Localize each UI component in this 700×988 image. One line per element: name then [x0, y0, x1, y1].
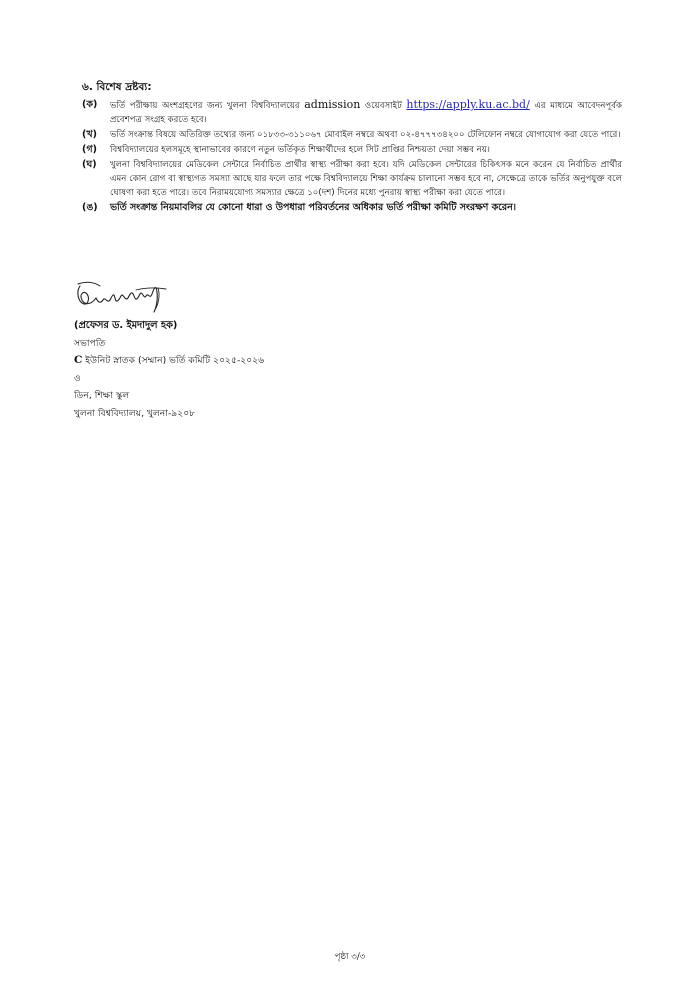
note-text: বিশ্ববিদ্যালয়ের হলসমূহে স্থানাভাবের কারণে নতুন ভর্তিকৃত শিক্ষার্থীদের হলে সিট প্রাপ্তির নিশ্চয়তা দেয়া সম্ভব নয়। — [110, 145, 490, 155]
signer-dean: ডিন, শিক্ষা স্কুল — [74, 390, 130, 401]
unit-letter: C — [74, 354, 83, 366]
note-text: ভর্তি সংক্রান্ত বিষয়ে অতিরিক্ত তথ্যের জন্য ০১৮৩৩-৩১১০৬৭ মোবাইল নম্বরে অথবা ০২-৪৭৭৭৩৪২০০ টেলিফোন নম্বরে যোগাযোগ করা যেতে পারে। — [110, 130, 621, 140]
signer-committee — [74, 352, 264, 370]
note-text-part: এর মাধ্যমে আবেদনপূর্বক প্রবেশপত্র সংগ্রহ করতে হবে। — [110, 101, 623, 125]
handwritten-signature — [74, 278, 170, 314]
note-item-gha — [82, 158, 622, 200]
note-marker: (ঘ) — [82, 159, 97, 170]
note-item-uma — [82, 201, 622, 215]
signer-title: সভাপতি — [74, 337, 106, 349]
note-marker: (খ) — [82, 129, 97, 140]
note-item-ga — [82, 143, 622, 157]
signer-block — [74, 317, 264, 422]
signer-university: খুলনা বিশ্ববিদ্যালয়, খুলনা-৯২০৮ — [74, 407, 196, 419]
special-notes-section — [82, 80, 622, 216]
note-item-ka — [82, 98, 622, 127]
note-item-kha — [82, 128, 622, 142]
signer-conjunction: ও — [74, 372, 81, 384]
note-text-part: ভর্তি পরীক্ষায় অংশগ্রহণের জন্য খুলনা বিশ্ববিদ্যালয়ের — [110, 101, 300, 111]
note-text-part: ওয়েবসাইট — [364, 101, 402, 111]
apply-website-link[interactable]: https://apply.ku.ac.bd/ — [406, 98, 530, 111]
signer-name: (প্রফেসর ড. ইমদাদুল হক) — [74, 320, 178, 331]
note-text — [110, 98, 622, 127]
note-marker: (গ) — [82, 144, 97, 155]
page-number: পৃষ্ঠা ৩/৩ — [334, 952, 366, 962]
section-heading: ৬. বিশেষ দ্রষ্টব্য: — [82, 81, 152, 93]
note-text: ভর্তি সংক্রান্ত নিয়মাবলির যে কোনো ধারা ও উপধারা পরিবর্তনের অধিকার ভর্তি পরীক্ষা কমিটি সংরক্ষণ করেন। — [110, 202, 517, 213]
note-marker: (ঙ) — [82, 202, 98, 213]
admission-word: admission — [304, 98, 361, 111]
note-text: খুলনা বিশ্ববিদ্যালয়ের মেডিকেল সেন্টারে নির্বাচিত প্রার্থীর স্বাস্থ্য পরীক্ষা করা হবে। যদি মেডিকেল সেন্টারের চিকিৎসক মনে করেন যে নির্বাচিত প্রার্থীর এমন কোন রোগ বা স্বাস্থ্যগত সমস্যা আছে যার ফলে তার পক্ষে বিশ্ববিদ্যালয়ে শিক্ষা কার্যক্রম চালানো সম্ভব হবে না, সেক্ষেত্রে তাকে ভর্তির অনুপযুক্ত বলে ঘোষণা করা হতে পারে। তবে নিরাময়যোগ্য সমস্যার ক্ষেত্রে ১০(দশ) দিনের মধ্যে পুনরায় স্বাস্থ্য পরীক্ষা করা যেতে পারে। — [110, 160, 622, 198]
committee-name: ইউনিট স্নাতক (সম্মান) ভর্তি কমিটি ২০২৫-২০২৬ — [85, 355, 265, 366]
note-marker: (ক) — [82, 99, 98, 110]
